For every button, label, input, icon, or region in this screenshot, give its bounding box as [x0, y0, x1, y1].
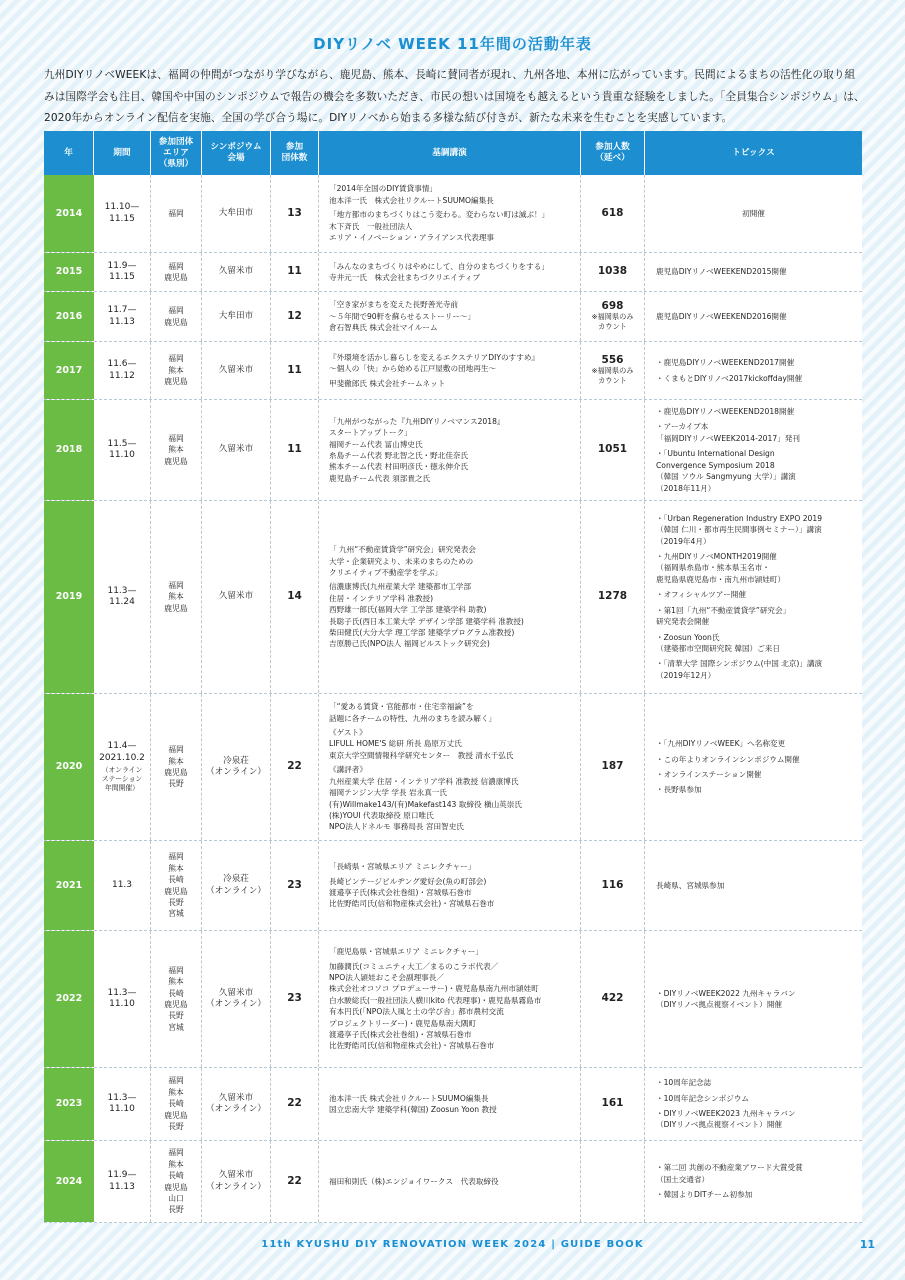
lecture-line: 住居・インテリア学科 准教授)	[329, 593, 434, 603]
topic-item: 鹿児島DIYリノベWEEKEND2016開催	[656, 311, 787, 321]
year-cell: 2014	[44, 175, 94, 252]
topic-item: ・長野県参加	[656, 785, 702, 795]
area-cell: 福岡 熊本 鹿児島	[151, 501, 202, 693]
lecture-line: 熊本チーム代表 村田明彦氏・徳永伸介氏	[329, 462, 469, 472]
lecture-line: 東京大学空間情報科学研究センター 教授 清水千弘氏	[329, 750, 514, 760]
lecture-line: NPO法人ドネルモ 事務局長 宮田智史氏	[329, 822, 464, 832]
groups-cell: 13	[271, 175, 319, 252]
header-venue: シンポジウム 会場	[202, 131, 271, 175]
period-value: 11.9— 11.15	[107, 260, 137, 282]
table-row	[44, 931, 862, 1068]
lecture-line: 大学・企業研究より、未来のまちのための	[329, 556, 474, 566]
groups-cell: 22	[271, 1068, 319, 1140]
count-value: 116	[601, 878, 624, 891]
table-row	[44, 175, 862, 253]
lecture-line: 鹿児島チーム代表 須部貴之氏	[329, 473, 431, 483]
lecture-cell	[319, 1141, 581, 1222]
header-period: 期間	[94, 131, 151, 175]
area-cell: 福岡 熊本 長崎 鹿児島 長野 宮城	[151, 931, 202, 1067]
year-cell: 2021	[44, 841, 94, 930]
topics-cell	[645, 931, 862, 1067]
header-groups: 参加 団体数	[271, 131, 319, 175]
table-row	[44, 342, 862, 400]
period-value: 11.3— 11.10	[107, 987, 137, 1009]
topic-item: ・「九州DIYリノベWEEK」へ名称変更	[656, 739, 786, 749]
table-body	[44, 175, 862, 1223]
count-note: ※福岡県のみ カウント	[591, 312, 634, 332]
intro-paragraph: 九州DIYリノベWEEKは、福岡の仲間がつながり学びながら、鹿児島、熊本、長崎に賛同者が現れ、九州各地、本州に広がっています。民間によるまちの活性化の取り組みは国際学会も注目、韓国や中国のシンポジウムで報告の機会を多数いただき、市民の想いは国境をも越えるという貴重な経験をしました。「全員集合シンポジウム」は、2020年からオンライン配信を実施、全国の学び合う場に。DIYリノベから始まる多様な結び付きが、新たな未来を生むことを実感しています。	[44, 69, 865, 124]
lecture-line: 有本円氏(「NPO法人風と土の学び舎」都市農村交流	[329, 1007, 504, 1017]
count-cell	[581, 1068, 645, 1140]
lecture-line: 「鹿児島県・宮城県エリア ミニレクチャー」	[329, 947, 483, 957]
area-cell: 福岡 鹿児島	[151, 292, 202, 341]
lecture-line: 「九州がつながった『九州DIYリノベマンス2018』	[329, 416, 505, 426]
lecture-line: 福岡テンジン大学 学長 岩永真一氏	[329, 788, 447, 798]
count-cell	[581, 342, 645, 399]
header-topics: トピックス	[732, 147, 775, 158]
lecture-line: 〜５年間で90軒を蘇らせるストーリー〜」	[329, 311, 476, 321]
lecture-line: 寺井元一氏 株式会社まちづクリエイティブ	[329, 273, 481, 282]
count-value: 1038	[597, 265, 628, 278]
table-header	[44, 131, 862, 175]
period-value: 11.9— 11.13	[107, 1170, 137, 1192]
period-cell	[94, 931, 151, 1067]
area-cell: 福岡 熊本 長崎 鹿児島 長野	[151, 1068, 202, 1140]
venue-cell: 久留米市 （オンライン）	[202, 1141, 271, 1222]
lecture-line: 池本洋一氏 株式会社リクルートSUUMO編集長	[329, 195, 494, 205]
table-row	[44, 1068, 862, 1141]
table-row	[44, 501, 862, 694]
lecture-line: 糸島チーム代表 野北智之氏・野北佳奈氏	[329, 451, 469, 460]
lecture-line: 甲斐徹郎氏 株式会社チームネット	[329, 378, 446, 388]
lecture-line: 国立忠南大学 建築学科(韓国) Zoosun Yoon 教授	[329, 1105, 497, 1114]
topic-item: ・九州DIYリノベMONTH2019開催 （福岡県糸島市・熊本県玉名市・ 鹿児島県鹿児島市・南九州市頴娃町）	[656, 552, 786, 584]
count-value: 187	[601, 760, 624, 773]
year-cell: 2017	[44, 342, 94, 399]
venue-cell: 久留米市 （オンライン）	[202, 931, 271, 1067]
lecture-line: 株式会社オコソコ プロデューサー)・鹿児島県南九州市頴娃町	[329, 984, 539, 994]
topic-item: ・第二回 共創の不動産業アワード大賞受賞 （国土交通省）	[656, 1163, 803, 1184]
venue-cell: 大牟田市	[202, 292, 271, 341]
count-cell	[581, 1141, 645, 1222]
lecture-line: 「長崎県・宮城県エリア ミニレクチャー」	[329, 862, 476, 872]
lecture-line: スタートアップトーク」	[329, 428, 412, 438]
period-value: 11.3— 11.10	[107, 1092, 137, 1114]
topic-item: 長崎県、宮城県参加	[656, 880, 725, 890]
groups-cell: 22	[271, 694, 319, 840]
topics-cell	[645, 1141, 862, 1222]
lecture-cell	[319, 253, 581, 291]
groups-cell: 11	[271, 342, 319, 399]
count-value: 422	[601, 992, 624, 1005]
table-row	[44, 694, 862, 841]
lecture-line: LIFULL HOME'S 総研 所長 島原万丈氏	[329, 739, 462, 749]
topics-cell	[645, 1068, 862, 1140]
area-cell: 福岡	[151, 175, 202, 252]
period-cell	[94, 1141, 151, 1222]
groups-cell: 11	[271, 400, 319, 500]
period-value: 11.10— 11.15	[104, 202, 140, 224]
venue-cell: 冷泉荘 （オンライン）	[202, 694, 271, 840]
topic-item: ・くまもとDIYリノベ2017kickoffday開催	[656, 373, 803, 383]
lecture-cell	[319, 694, 581, 840]
lecture-line: 福田和則氏（株)エンジョイワークス 代表取締役	[329, 1176, 499, 1186]
topic-item: 鹿児島DIYリノベWEEKEND2015開催	[656, 267, 787, 277]
topics-cell	[645, 342, 862, 399]
lecture-line: 比佐野皓司氏(信和物産株式会社)・宮城県石巻市	[329, 899, 495, 909]
period-value: 11.5— 11.10	[107, 438, 137, 460]
lecture-line: 渡邉享子氏(株式会社巻組)・宮城県石巻市	[329, 1030, 472, 1040]
area-cell: 福岡 熊本 長崎 鹿児島 山口 長野	[151, 1141, 202, 1222]
count-note: ※福岡県のみ カウント	[591, 366, 634, 386]
count-cell	[581, 931, 645, 1067]
lecture-line: 《講評者》	[329, 765, 367, 775]
venue-cell: 久留米市	[202, 400, 271, 500]
lecture-cell	[319, 931, 581, 1067]
period-cell	[94, 175, 151, 252]
groups-cell: 14	[271, 501, 319, 693]
period-value: 11.4— 2021.10.2	[99, 741, 145, 763]
header-lecture: 基調講演	[319, 131, 581, 175]
venue-cell: 久留米市	[202, 501, 271, 693]
count-value: 161	[601, 1097, 624, 1110]
venue-cell: 大牟田市	[202, 175, 271, 252]
topic-item: ・鹿児島DIYリノベWEEKEND2018開催	[656, 407, 795, 417]
count-cell	[581, 841, 645, 930]
topics-cell	[645, 292, 862, 341]
lecture-line: プロジェクトリーダー)・鹿児島県南大隅町	[329, 1018, 477, 1028]
topic-item: ・10周年記念誌	[656, 1078, 712, 1088]
period-cell	[94, 841, 151, 930]
topic-item: ・Zoosun Yoon氏 （建築都市空間研究院 韓国）ご来日	[656, 632, 780, 653]
count-cell	[581, 501, 645, 693]
table-row	[44, 400, 862, 501]
period-cell	[94, 342, 151, 399]
groups-cell: 23	[271, 841, 319, 930]
lecture-cell	[319, 292, 581, 341]
count-cell	[581, 253, 645, 291]
lecture-line: 渡邉享子氏(株式会社巻組)・宮城県石巻市	[329, 888, 472, 897]
lecture-line: クリエイティブ不動産学を学ぶ」	[329, 567, 443, 577]
topics-cell	[645, 501, 862, 693]
lecture-line: 吉原勝己氏(NPO法人 福岡ビルストック研究会)	[329, 639, 490, 649]
topic-item: ・「Urban Regeneration Industry EXPO 2019 （韓国 仁川・都市再生民間事例セミナー）」講演 （2019年4月）	[656, 513, 823, 546]
period-value: 11.6— 11.12	[107, 359, 137, 381]
lecture-line: 加藤潤氏(コミュニティ大工／まるのこラボ代表／	[329, 961, 499, 971]
lecture-line: 池本洋一氏 株式会社リクルートSUUMO編集長	[329, 1093, 489, 1103]
topic-item: ・鹿児島DIYリノベWEEKEND2017開催	[656, 358, 795, 368]
topic-item: ・第1回「九州“不動産賃貸学”研究会」 研究発表会開催	[656, 605, 791, 627]
table-row	[44, 841, 862, 931]
period-cell	[94, 501, 151, 693]
lecture-line: 「 九州“不動産賃貸学”研究会」研究発表会	[329, 545, 476, 555]
count-value: 556	[601, 353, 624, 366]
footer-title: 11th KYUSHU DIY RENOVATION WEEK 2024 | GUIDE BOOK	[261, 1239, 644, 1250]
lecture-line: 木下斉氏 一般社団法人	[329, 221, 413, 231]
count-cell	[581, 400, 645, 500]
topics-cell	[645, 400, 862, 500]
period-cell	[94, 253, 151, 291]
lecture-line: (有)Willmake143/(有)Makefast143 取締役 槇山英崇氏	[329, 799, 522, 809]
table-row	[44, 1141, 862, 1223]
lecture-line: 長聡子氏(西日本工業大学 デザイン学部 建築学科 准教授)	[329, 616, 524, 626]
period-cell	[94, 400, 151, 500]
lecture-line: 白水駿総氏(一般社団法人横川kito 代表理事)・鹿児島県霧島市	[329, 995, 542, 1005]
period-note: （オンライン ステーション 年間開催）	[101, 765, 143, 792]
header-area: 参加団体 エリア （県別）	[151, 131, 202, 175]
area-cell: 福岡 熊本 鹿児島	[151, 400, 202, 500]
lecture-line: 九州産業大学 住居・インテリア学科 准教授 信濃康博氏	[329, 776, 519, 786]
topic-item: ・10周年記念シンポジウム	[656, 1093, 749, 1103]
period-cell	[94, 694, 151, 840]
lecture-line: 《ゲスト》	[329, 728, 367, 738]
lecture-line: 信濃康博氏(九州産業大学 建築都市工学部	[329, 582, 472, 592]
lecture-cell	[319, 175, 581, 252]
lecture-line: 「みんなのまちづくりはやめにして、自分のまちづくりをする」	[329, 261, 549, 271]
lecture-line: 柴田健氏(大分大学 理工学部 建築学プログラム准教授)	[329, 628, 515, 638]
count-value: 1051	[597, 443, 628, 456]
lecture-line: 「“愛ある賃貸・官能都市・住宅幸福論”を	[329, 702, 474, 712]
area-cell: 福岡 熊本 鹿児島 長野	[151, 694, 202, 840]
lecture-line: 話題に各チームの特性、九州のまちを読み解く」	[329, 713, 497, 723]
venue-cell: 冷泉荘 （オンライン）	[202, 841, 271, 930]
venue-cell: 久留米市	[202, 253, 271, 291]
topic-item: 初開催	[742, 208, 765, 218]
lecture-cell	[319, 342, 581, 399]
groups-cell: 11	[271, 253, 319, 291]
topics-cell	[645, 253, 862, 291]
page-number: 11	[859, 1238, 875, 1251]
lecture-line: (株)YOUI 代表取締役 原口唯氏	[329, 810, 434, 820]
lecture-line: 倉石智典氏 株式会社マイルーム	[329, 323, 438, 333]
table-row	[44, 253, 862, 292]
period-value: 11.3— 11.24	[107, 585, 137, 607]
count-cell	[581, 175, 645, 252]
lecture-cell	[319, 841, 581, 930]
header-year: 年	[44, 131, 94, 175]
topic-item: ・DIYリノベWEEK2023 九州キャラバン （DIYリノベ拠点視察イベント）開催	[656, 1109, 796, 1130]
year-cell: 2022	[44, 931, 94, 1067]
topic-item: ・オンラインステーション開催	[656, 770, 762, 779]
count-cell	[581, 292, 645, 341]
lecture-line: 西野雄一郎氏(福岡大学 工学部 建築学科 助教)	[329, 605, 487, 615]
venue-cell: 久留米市 （オンライン）	[202, 1068, 271, 1140]
lecture-line: 比佐野皓司氏(信和物産株式会社)・宮城県石巻市	[329, 1041, 495, 1051]
area-cell: 福岡 熊本 鹿児島	[151, 342, 202, 399]
lecture-line: 『外環境を活かし暮らしを変えるエクステリアDIYのすすめ』	[329, 352, 540, 362]
lecture-line: 〜個人の「快」から始める江戸屋敷の団地再生〜	[329, 364, 497, 374]
groups-cell: 22	[271, 1141, 319, 1222]
lecture-line: 「空き家がまちを変えた長野善光寺前	[329, 300, 459, 310]
lecture-line: 福岡チーム代表 冨山博史氏	[329, 439, 423, 449]
lecture-line: 長崎ビンテージビルヂング愛好会(魚の町部会)	[329, 876, 487, 886]
topic-item: ・韓国よりDITチーム初参加	[656, 1190, 753, 1200]
lecture-line: NPO法人頴娃おこそ会副理事長／	[329, 972, 444, 982]
venue-cell: 久留米市	[202, 342, 271, 399]
year-cell: 2015	[44, 253, 94, 291]
lecture-line: 「2014年全国のDIY賃貸事情」	[329, 184, 437, 194]
page-title: DIYリノベ WEEK 11年間の活動年表	[313, 35, 592, 53]
topic-item: ・「清華大学 国際シンポジウム(中国 北京)」講演 （2019年12月）	[656, 659, 823, 680]
year-cell: 2024	[44, 1141, 94, 1222]
lecture-line: 「地方都市のまちづくりはこう変わる。変わらない町は滅ぶ！」	[329, 210, 550, 220]
lecture-cell	[319, 501, 581, 693]
period-cell	[94, 1068, 151, 1140]
topics-cell	[645, 841, 862, 930]
year-cell: 2019	[44, 501, 94, 693]
count-value: 618	[601, 206, 624, 219]
groups-cell: 12	[271, 292, 319, 341]
year-cell: 2020	[44, 694, 94, 840]
lecture-cell	[319, 1068, 581, 1140]
year-cell: 2016	[44, 292, 94, 341]
table-row	[44, 292, 862, 342]
topic-item: ・オフィシャルツアー開催	[656, 590, 746, 600]
topic-item: ・DIYリノベWEEK2022 九州キャラバン （DIYリノベ拠点視察イベント）開催	[656, 988, 796, 1009]
topic-item: ・「Ubuntu International Design Convergence Symposium 2018 （韓国 ソウル Sangmyung 大学）」講演 （2018年11月）	[656, 449, 796, 493]
lecture-cell	[319, 400, 581, 500]
count-cell	[581, 694, 645, 840]
year-cell: 2023	[44, 1068, 94, 1140]
area-cell: 福岡 鹿児島	[151, 253, 202, 291]
year-cell: 2018	[44, 400, 94, 500]
header-count: 参加人数 （延べ）	[581, 131, 645, 175]
period-cell	[94, 292, 151, 341]
groups-cell: 23	[271, 931, 319, 1067]
timeline-table	[44, 131, 862, 1223]
topics-cell	[645, 694, 862, 840]
topic-item: ・アーカイブ本 「福岡DIYリノベWEEK2014-2017」発刊	[656, 422, 800, 443]
count-value: 1278	[597, 590, 628, 603]
count-value: 698	[601, 299, 624, 312]
topic-item: ・この年よりオンラインシンポジウム開催	[656, 754, 800, 764]
period-value: 11.7— 11.13	[107, 305, 137, 327]
area-cell: 福岡 熊本 長崎 鹿児島 長野 宮城	[151, 841, 202, 930]
lecture-line: エリア・イノベーション・アライアンス代表理事	[329, 233, 495, 243]
topics-cell	[645, 175, 862, 252]
period-value: 11.3	[111, 879, 133, 890]
